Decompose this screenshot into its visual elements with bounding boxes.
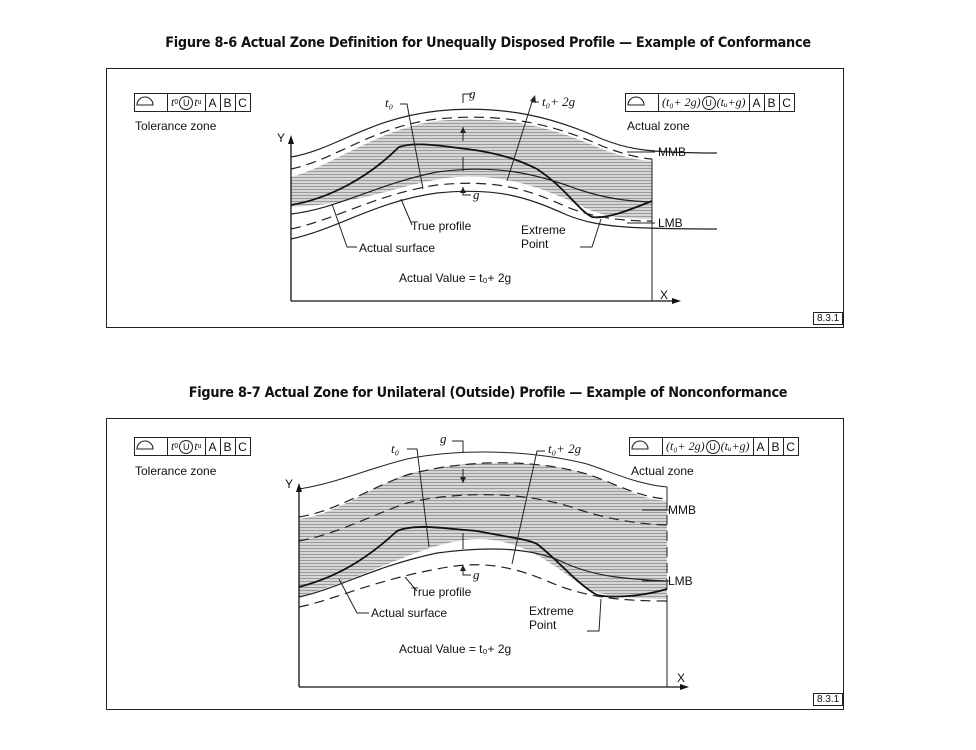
t0-label: t₀	[385, 95, 394, 110]
x-axis-label: X	[660, 288, 669, 302]
figure-8-7-panel	[106, 418, 844, 710]
unequal-modifier-icon: U	[706, 440, 720, 454]
unequal-modifier-icon: U	[702, 96, 716, 110]
datum-a: A	[750, 94, 765, 111]
actual-left-term: (t₀+ 2g)	[662, 95, 701, 109]
mmb-label: MMB	[668, 503, 696, 517]
actual-value-label: Actual Value = t₀+ 2g	[399, 271, 512, 285]
x-axis-label: X	[677, 671, 686, 685]
profile-of-surface-icon	[630, 438, 663, 455]
datum-b: B	[221, 438, 236, 455]
datum-b: B	[769, 438, 784, 455]
y-axis-label: Y	[277, 131, 286, 145]
datum-c: C	[782, 95, 791, 110]
actual-left-term: (t₀+ 2g)	[666, 439, 705, 453]
figure-8-7-title: Figure 8-7 Actual Zone for Unilateral (Outside) Profile — Example of Nonconformance	[188, 385, 788, 401]
figure-8-7-drawing	[107, 419, 843, 709]
datum-c: C	[786, 439, 795, 454]
figure-8-6-title: Figure 8-6 Actual Zone Definition for Unequally Disposed Profile — Example of Conformance	[165, 35, 811, 51]
t0-symbol: t	[171, 439, 175, 453]
g-bottom-label: g	[473, 187, 480, 202]
extreme-point-label-line1: Extreme	[529, 604, 574, 618]
datum-b: B	[221, 94, 236, 111]
g-bottom-label: g	[473, 567, 480, 582]
reference-tag: 8.3.1	[813, 312, 843, 325]
tolerance-zone-caption: Tolerance zone	[135, 119, 217, 133]
tolerance-value-cell	[168, 438, 206, 455]
tu-symbol: t	[194, 95, 198, 109]
tu-subscript: u	[197, 99, 202, 106]
datum-b: B	[765, 94, 780, 111]
actual-value-cell	[659, 94, 750, 111]
actual-zone-caption: Actual zone	[627, 119, 690, 133]
datum-c: C	[238, 439, 247, 454]
true-profile-label: True profile	[411, 585, 472, 599]
actual-value-label: Actual Value = t₀+ 2g	[399, 642, 512, 656]
actual-value-cell	[663, 438, 754, 455]
extreme-point-label-line2: Point	[521, 237, 549, 251]
unequal-modifier-icon: U	[179, 96, 193, 110]
tolerance-zone-caption: Tolerance zone	[135, 464, 217, 478]
actual-feature-control-frame	[629, 437, 799, 456]
lmb-label: LMB	[658, 216, 683, 230]
tolerance-feature-control-frame	[134, 93, 251, 112]
extreme-point-label-line1: Extreme	[521, 223, 566, 237]
actual-surface-label: Actual surface	[371, 606, 448, 620]
t0-plus-2g-label: t₀+ 2g	[548, 441, 582, 456]
profile-of-surface-icon	[626, 94, 659, 111]
unequal-modifier-icon: U	[179, 440, 193, 454]
true-profile-label: True profile	[411, 219, 472, 233]
datum-a: A	[754, 438, 769, 455]
profile-of-surface-icon	[135, 94, 168, 111]
mmb-label: MMB	[658, 145, 686, 159]
tolerance-value-cell	[168, 94, 206, 111]
y-axis-label: Y	[285, 477, 294, 491]
tu-symbol: t	[194, 439, 198, 453]
extreme-point-label-line2: Point	[529, 618, 557, 632]
actual-right-term: (tᵤ+g)	[720, 439, 750, 453]
datum-c: C	[238, 95, 247, 110]
t0-subscript: 0	[174, 443, 179, 450]
tolerance-feature-control-frame	[134, 437, 251, 456]
profile-of-surface-icon	[135, 438, 168, 455]
datum-a: A	[206, 438, 221, 455]
t0-subscript: 0	[174, 99, 179, 106]
g-top-label: g	[440, 431, 447, 446]
actual-surface-label: Actual surface	[359, 241, 436, 255]
t0-plus-2g-label: t₀+ 2g	[542, 94, 576, 109]
tu-subscript: u	[197, 443, 202, 450]
figure-8-6-panel	[106, 68, 844, 328]
t0-symbol: t	[171, 95, 175, 109]
g-top-label: g	[469, 86, 476, 101]
reference-tag: 8.3.1	[813, 693, 843, 706]
actual-zone-caption: Actual zone	[631, 464, 694, 478]
lmb-label: LMB	[668, 574, 693, 588]
actual-feature-control-frame	[625, 93, 795, 112]
datum-a: A	[206, 94, 221, 111]
actual-right-term: (tᵤ+g)	[716, 95, 746, 109]
t0-label: t₀	[391, 441, 400, 456]
